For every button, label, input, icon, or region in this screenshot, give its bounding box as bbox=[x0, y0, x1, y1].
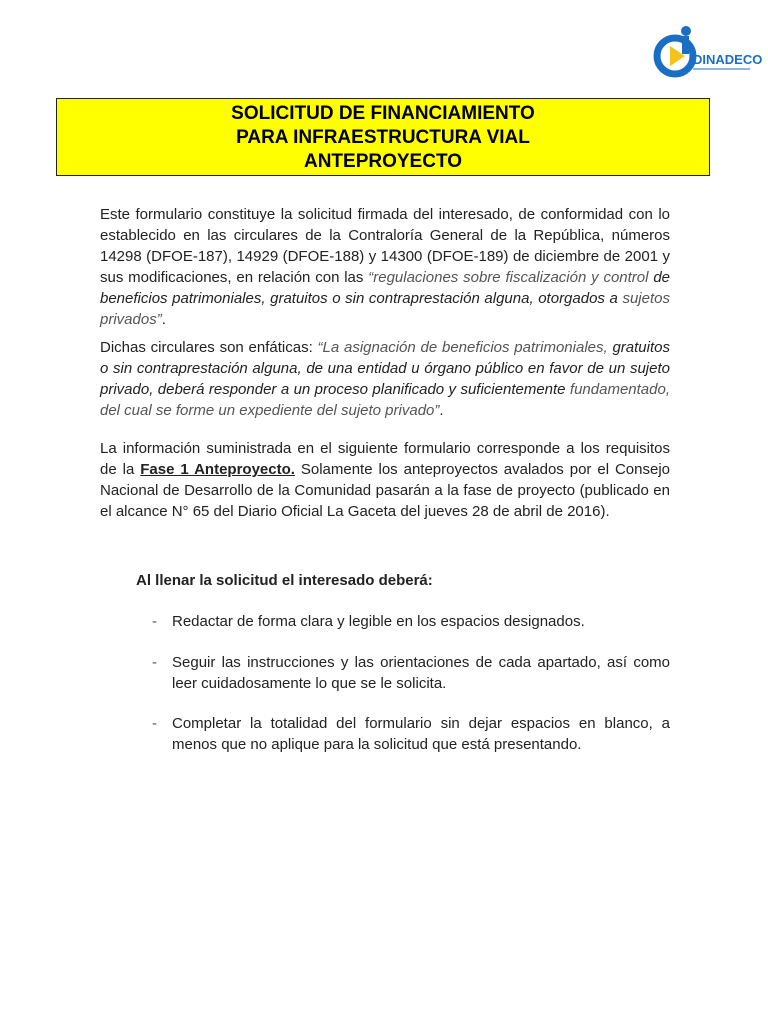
title-line-2: PARA INFRAESTRUCTURA VIAL bbox=[236, 127, 530, 148]
instruction-text: Redactar de forma clara y legible en los espacios designados. bbox=[172, 613, 585, 630]
instruction-item bbox=[152, 611, 670, 632]
phase-paragraph bbox=[100, 438, 670, 522]
circulars-text: Dichas circulares son enfáticas: bbox=[100, 339, 318, 356]
phase-text-end: Solamente los anteproyectos avalados por el Consejo Nacional de Desarrollo de la Comunidad pasarán a la fase de proyecto (publicado en el alcance N° 65 del Diario Oficial La Gaceta del jueves 28 de abril de 2016). bbox=[100, 461, 670, 520]
intro-quote-middle: de beneficios patrimoniales, gratuitos o sin contraprestación alguna, otorgados a bbox=[100, 269, 670, 307]
dinadeco-logo-icon bbox=[652, 22, 763, 80]
title-line-1: SOLICITUD DE FINANCIAMIENTO bbox=[231, 103, 535, 124]
dinadeco-logo bbox=[652, 22, 763, 80]
intro-text: Este formulario constituye la solicitud firmada del interesado, de conformidad con lo establecido en las circulares de la Contraloría General de la República, números 14298 (DFOE-187), 14929 (DFOE-188) y 14300 (DFOE-189) de diciembre de 2001 y sus modificaciones, en relación con las bbox=[100, 206, 670, 286]
instructions-heading: Al llenar la solicitud el interesado deberá: bbox=[136, 572, 433, 589]
title-line-3: ANTEPROYECTO bbox=[303, 151, 462, 172]
intro-quote-end: sujetos privados” bbox=[100, 290, 670, 328]
title-box bbox=[56, 98, 710, 176]
intro-period: . bbox=[161, 311, 166, 328]
instruction-item bbox=[152, 713, 670, 755]
logo-text: DINADECO bbox=[693, 52, 763, 67]
instruction-text: Seguir las instrucciones y las orientaciones de cada apartado, así como leer cuidadosamente lo que se le solicita. bbox=[172, 654, 670, 692]
intro-paragraph bbox=[100, 204, 670, 330]
bullet-dash: - bbox=[152, 715, 157, 732]
instruction-item bbox=[152, 652, 670, 694]
bullet-dash: - bbox=[152, 654, 157, 671]
intro-quote-start: “regulaciones sobre fiscalización y control bbox=[368, 269, 654, 286]
instruction-text: Completar la totalidad del formulario sin dejar espacios en blanco, a menos que no aplique para la solicitud que está presentando. bbox=[172, 715, 670, 753]
circulars-quote-start: “La asignación de beneficios patrimoniales, bbox=[317, 339, 613, 356]
circulars-quote-middle: gratuitos o sin contraprestación alguna, de una entidad u órgano público en favor de un sujeto privado, deberá responder a un proceso planificado y suficientemente bbox=[100, 339, 670, 398]
phase-name: Fase 1 Anteproyecto. bbox=[140, 461, 295, 478]
bullet-dash: - bbox=[152, 613, 157, 630]
phase-text-start: La información suministrada en el siguiente formulario corresponde a los requisitos de la bbox=[100, 440, 670, 478]
circulars-paragraph bbox=[100, 337, 670, 421]
circulars-period: . bbox=[439, 402, 444, 419]
circulars-quote-end: fundamentado, del cual se forme un expediente del sujeto privado” bbox=[100, 381, 670, 419]
